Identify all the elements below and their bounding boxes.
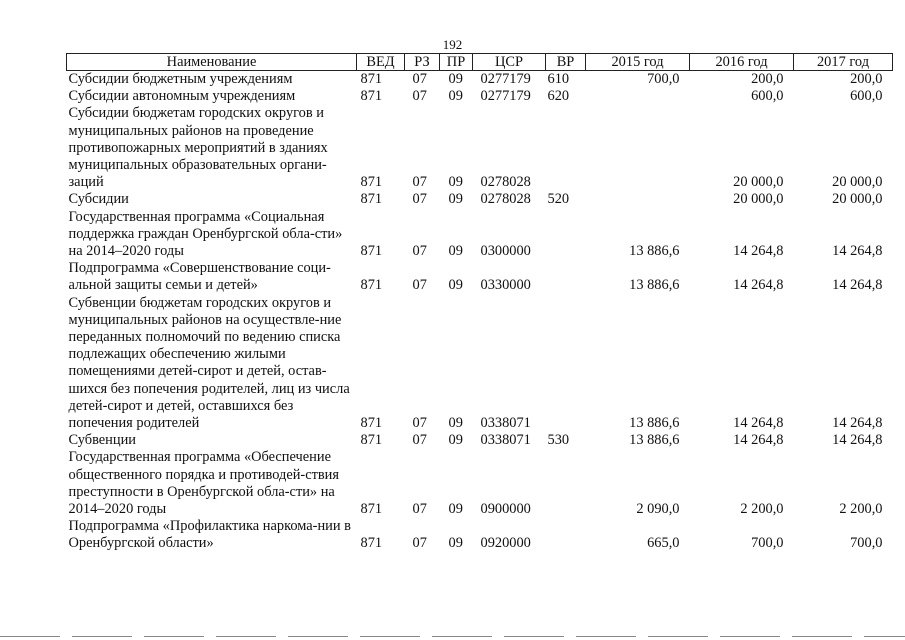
row-2016: 20 000,0: [733, 174, 784, 191]
row-2015: 13 886,6: [629, 243, 680, 260]
row-2016: 2 200,0: [740, 501, 784, 518]
row-csr: 0278028: [480, 191, 531, 208]
row-vr: [546, 105, 586, 191]
row-ved: 871: [360, 277, 383, 294]
row-ved: 871: [360, 71, 383, 87]
row-rz: 07: [412, 88, 427, 105]
row-ved: 871: [360, 174, 383, 191]
row-name: Подпрограмма «Совершенствование соци-альной защиты семьи и детей»: [68, 260, 331, 294]
row-csr: 0330000: [480, 277, 531, 294]
row-vr: [546, 260, 586, 294]
scan-edge-divider: [0, 636, 905, 637]
row-pr: 09: [448, 277, 463, 294]
row-2016: 14 264,8: [733, 432, 784, 449]
row-2017: 20 000,0: [832, 174, 883, 191]
row-csr: 0338071: [480, 432, 531, 449]
row-2016: 20 000,0: [733, 191, 784, 208]
column-header-2017: 2017 год: [794, 54, 893, 71]
row-2015: 700,0: [647, 71, 680, 87]
row-csr: 0900000: [480, 501, 531, 518]
row-2017: 14 264,8: [832, 243, 883, 260]
row-csr: 0300000: [480, 243, 531, 260]
row-ved: 871: [360, 191, 383, 208]
row-csr: 0277179: [480, 71, 531, 87]
row-ved: 871: [360, 243, 383, 260]
row-2017: 14 264,8: [832, 415, 883, 432]
row-name: Субсидии: [68, 191, 129, 208]
row-pr: 09: [448, 71, 463, 87]
row-vr: [546, 449, 586, 518]
column-header-pr: ПР: [440, 54, 473, 71]
row-2015: [586, 105, 690, 191]
column-header-ved: ВЕД: [357, 54, 405, 71]
table-row: [67, 88, 893, 105]
row-csr: 0278028: [480, 174, 531, 191]
row-2017: 700,0: [850, 535, 883, 552]
column-header-csr: ЦСР: [473, 54, 546, 71]
row-vr: 610: [547, 71, 570, 87]
row-2016: 14 264,8: [733, 277, 784, 294]
row-rz: 07: [412, 415, 427, 432]
row-pr: 09: [448, 501, 463, 518]
page-number: 192: [442, 37, 463, 52]
row-2017: 14 264,8: [832, 277, 883, 294]
table-row: [67, 209, 893, 261]
column-header-2016: 2016 год: [690, 54, 794, 71]
row-rz: 07: [412, 277, 427, 294]
table-header: [67, 54, 893, 71]
row-name: Субвенции бюджетам городских округов и муниципальных районов на осуществле-ние переданных полномочий по ведению списка подлежащих обеспечению жилыми помещениями детей-сирот и детей, остав-шихся без попечения родителей, лиц из числа детей-сирот и детей, оставшихся без попечения родителей: [68, 294, 350, 432]
row-name: Субсидии автономным учреждениям: [68, 88, 296, 105]
row-2016: 14 264,8: [733, 415, 784, 432]
row-vr: 520: [547, 191, 570, 208]
row-2015: [586, 88, 690, 105]
row-2015: [586, 191, 690, 208]
row-pr: 09: [448, 243, 463, 260]
row-2016: 200,0: [751, 71, 784, 87]
row-2015: 13 886,6: [629, 432, 680, 449]
row-name: Субвенции: [68, 432, 136, 449]
row-pr: 09: [448, 191, 463, 208]
row-2015: 2 090,0: [636, 501, 680, 518]
table-row: [67, 71, 893, 89]
row-2016: 14 264,8: [733, 243, 784, 260]
row-vr: 530: [547, 432, 570, 449]
row-name: Субсидии бюджетным учреждениям: [68, 71, 293, 87]
row-csr: 0920000: [480, 535, 531, 552]
column-header-vr: ВР: [546, 54, 586, 71]
row-2015: 13 886,6: [629, 277, 680, 294]
row-rz: 07: [412, 432, 427, 449]
row-pr: 09: [448, 174, 463, 191]
row-vr: [546, 295, 586, 433]
row-rz: 07: [412, 191, 427, 208]
row-pr: 09: [448, 535, 463, 552]
row-ved: 871: [360, 415, 383, 432]
row-ved: 871: [360, 88, 383, 105]
budget-table: [66, 53, 893, 553]
row-2017: 200,0: [850, 71, 883, 87]
row-2016: 700,0: [751, 535, 784, 552]
row-2015: 665,0: [647, 535, 680, 552]
row-rz: 07: [412, 535, 427, 552]
row-ved: 871: [360, 535, 383, 552]
table-body: [67, 71, 893, 553]
row-name: Государственная программа «Социальная поддержка граждан Оренбургской обла-сти» на 2014–2020 годы: [68, 208, 343, 260]
table-row: [67, 295, 893, 433]
row-rz: 07: [412, 501, 427, 518]
row-vr: 620: [547, 88, 570, 105]
row-ved: 871: [360, 501, 383, 518]
row-name: Государственная программа «Обеспечение общественного порядка и противодей-ствия преступности в Оренбургской обла-сти» на 2014–2020 годы: [68, 449, 340, 518]
row-name: Субсидии бюджетам городских округов и муниципальных районов на проведение противопожарных мероприятий в зданиях муниципальных образовательных органи-заций: [68, 105, 328, 191]
row-2017: 14 264,8: [832, 432, 883, 449]
row-2016: 600,0: [751, 88, 784, 105]
table-row: [67, 449, 893, 518]
row-name: Подпрограмма «Профилактика наркома-нии в Оренбургской области»: [68, 518, 351, 552]
row-rz: 07: [412, 174, 427, 191]
row-pr: 09: [448, 88, 463, 105]
table-row: [67, 432, 893, 449]
row-rz: 07: [412, 71, 427, 87]
row-2015: 13 886,6: [629, 415, 680, 432]
column-header-name: Наименование: [67, 54, 357, 71]
row-csr: 0277179: [480, 88, 531, 105]
table-row: [67, 191, 893, 208]
row-rz: 07: [412, 243, 427, 260]
column-header-rz: РЗ: [405, 54, 440, 71]
table-row: [67, 518, 893, 552]
row-pr: 09: [448, 432, 463, 449]
table-row: [67, 105, 893, 191]
row-2017: 600,0: [850, 88, 883, 105]
row-ved: 871: [360, 432, 383, 449]
table-row: [67, 260, 893, 294]
row-pr: 09: [448, 415, 463, 432]
row-2017: 2 200,0: [839, 501, 883, 518]
row-2017: 20 000,0: [832, 191, 883, 208]
row-csr: 0338071: [480, 415, 531, 432]
column-header-2015: 2015 год: [586, 54, 690, 71]
row-vr: [546, 209, 586, 261]
row-vr: [546, 518, 586, 552]
